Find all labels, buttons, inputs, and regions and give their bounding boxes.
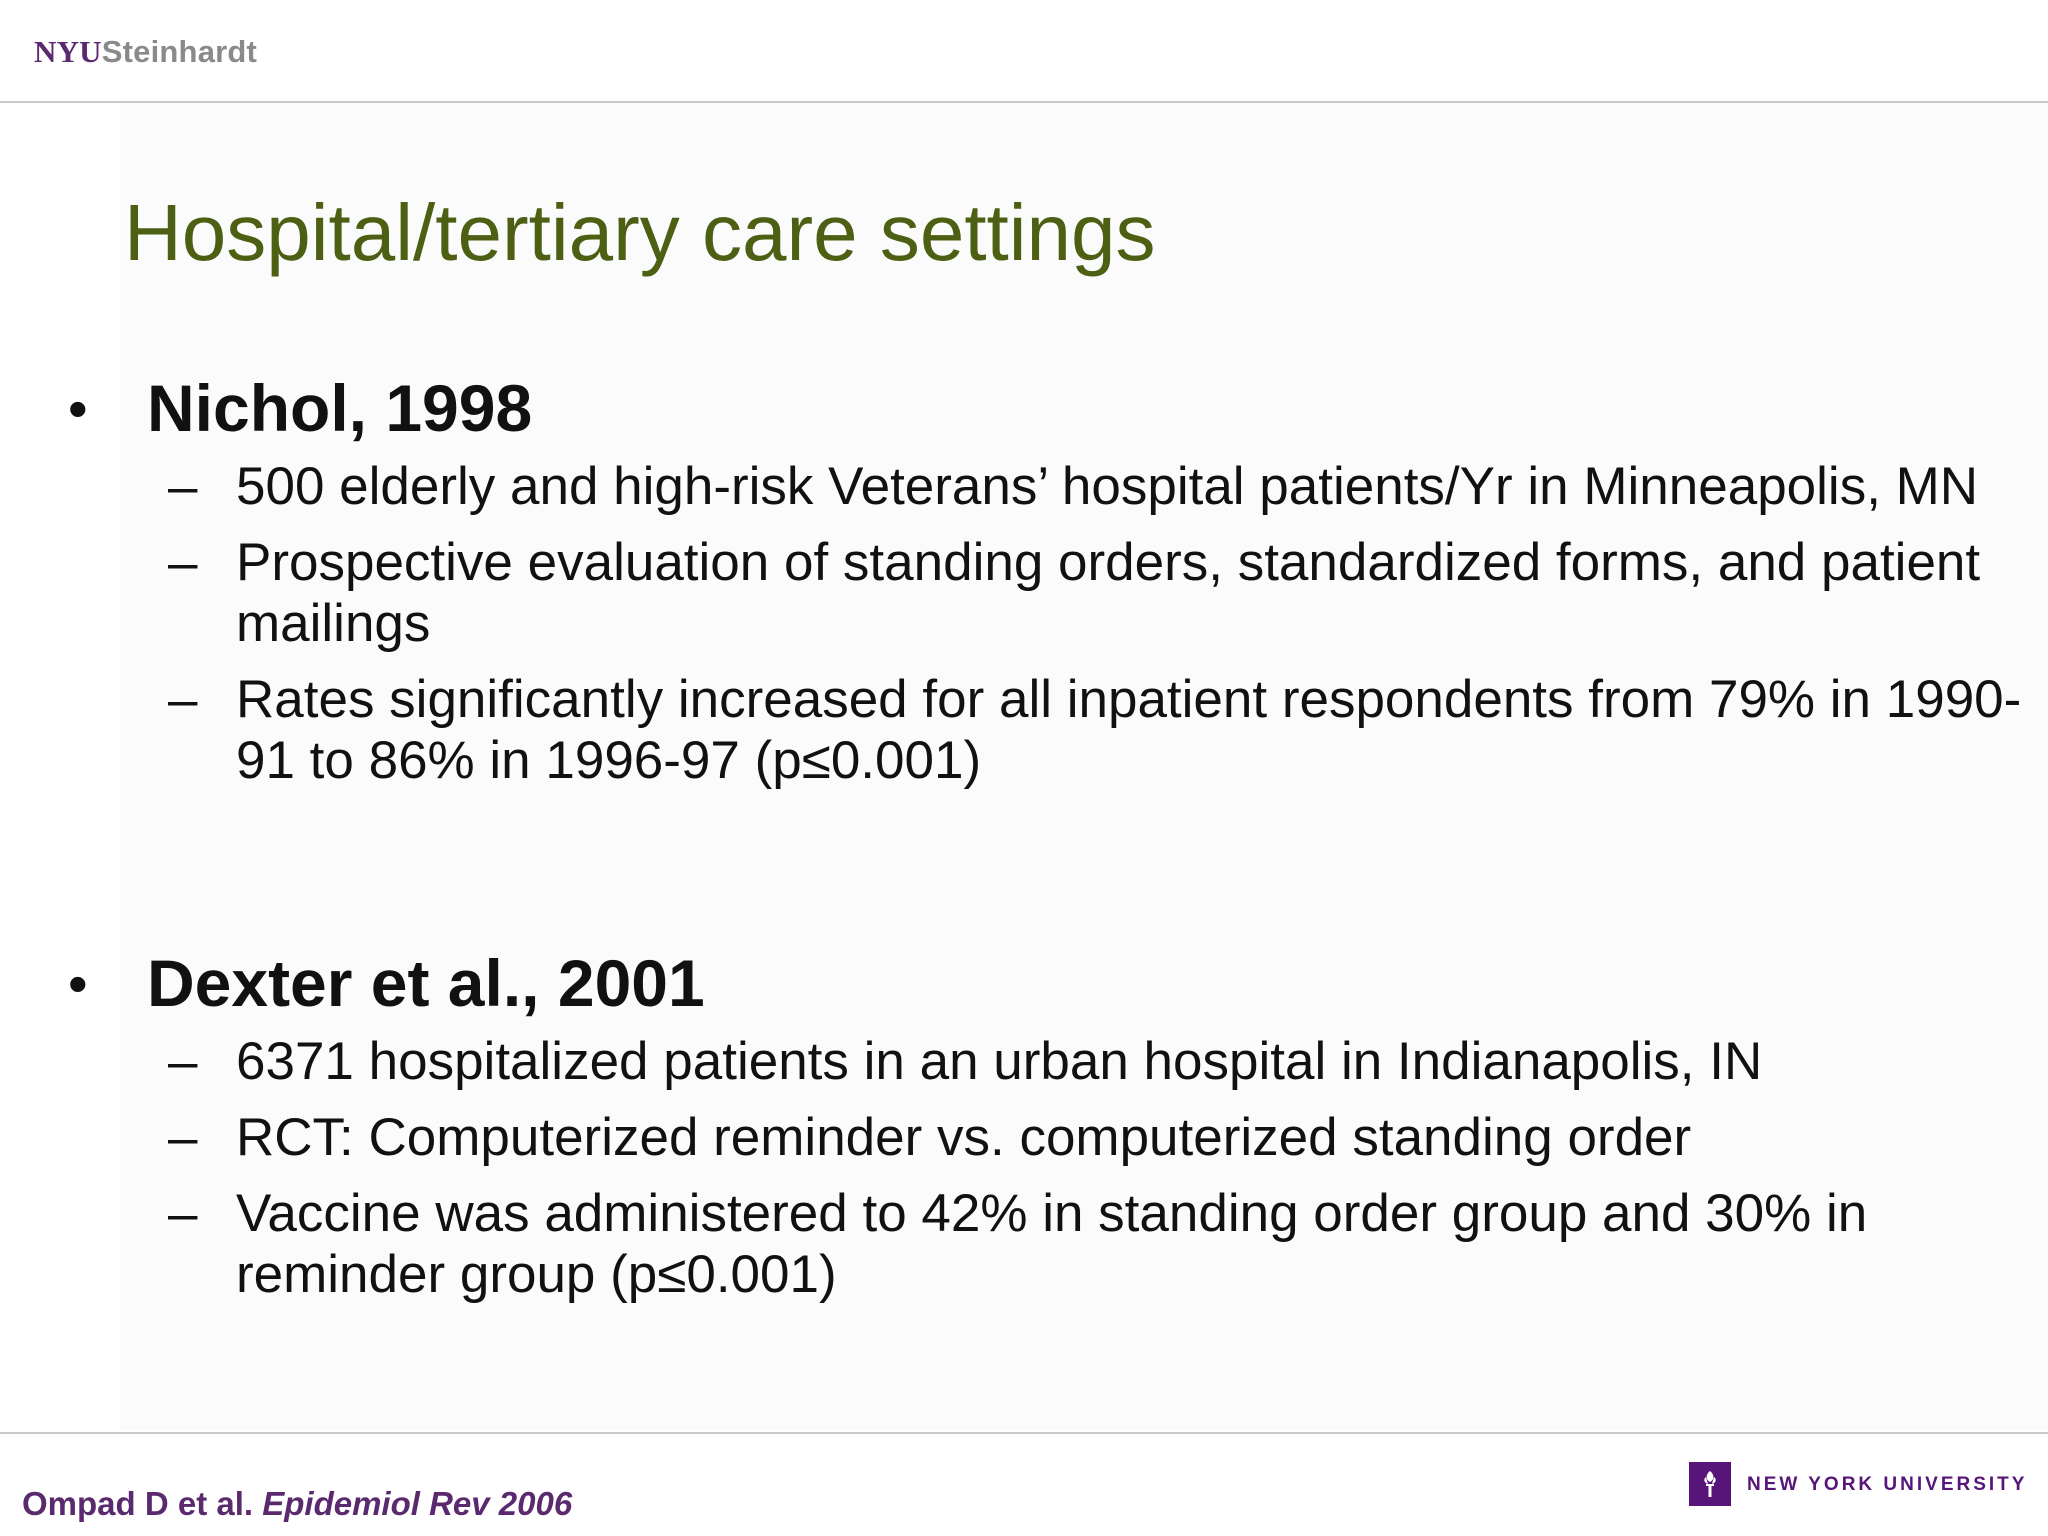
slide-title: Hospital/tertiary care settings <box>124 188 1156 277</box>
study-points <box>0 456 2048 791</box>
bullet-icon: • <box>68 377 88 440</box>
dash-icon: – <box>168 1032 198 1091</box>
dash-icon: – <box>168 533 198 592</box>
point-text: 6371 hospitalized patients in an urban hospital in Indianapolis, IN <box>236 1032 1763 1091</box>
study-point <box>0 1183 2036 1305</box>
citation-journal: Epidemiol Rev 2006 <box>262 1485 573 1522</box>
study-point <box>0 1031 2036 1092</box>
point-text: 500 elderly and high-risk Veterans’ hospital patients/Yr in Minneapolis, MN <box>236 457 1979 516</box>
nyu-torch-icon <box>1689 1462 1731 1506</box>
dash-icon: – <box>168 1184 198 1243</box>
point-text: RCT: Computerized reminder vs. computerized standing order <box>236 1108 1692 1167</box>
torch-glyph <box>1689 1462 1731 1506</box>
logo-steinhardt-text: Steinhardt <box>101 34 258 69</box>
study-name: Dexter et al., 2001 <box>147 946 705 1020</box>
university-name: NEW YORK UNIVERSITY <box>1747 1474 2028 1495</box>
study-dexter <box>0 945 2048 1320</box>
study-point <box>0 669 2036 791</box>
study-point <box>0 456 2036 517</box>
point-text: Rates significantly increased for all inpatient respondents from 79% in 1990-91 to 86% in 1996-97 (p≤0.001) <box>236 670 2022 790</box>
study-points <box>0 1031 2048 1305</box>
study-heading <box>0 945 2048 1031</box>
study-name: Nichol, 1998 <box>147 371 533 445</box>
footer-divider <box>0 1432 2048 1434</box>
dash-icon: – <box>168 670 198 729</box>
study-point <box>0 1107 2036 1168</box>
dash-icon: – <box>168 457 198 516</box>
nyu-steinhardt-logo <box>34 34 257 70</box>
bullet-icon: • <box>68 952 88 1015</box>
dash-icon: – <box>168 1108 198 1167</box>
point-text: Vaccine was administered to 42% in standing order group and 30% in reminder group (p≤0.001) <box>236 1184 1868 1304</box>
study-heading <box>0 370 2048 456</box>
point-text: Prospective evaluation of standing orders, standardized forms, and patient mailings <box>236 533 1981 653</box>
citation-authors: Ompad D et al. <box>22 1485 254 1522</box>
header-divider <box>0 101 2048 103</box>
study-nichol <box>0 370 2048 806</box>
study-point <box>0 532 2036 654</box>
citation <box>22 1485 572 1523</box>
logo-nyu-text: NYU <box>34 34 102 69</box>
